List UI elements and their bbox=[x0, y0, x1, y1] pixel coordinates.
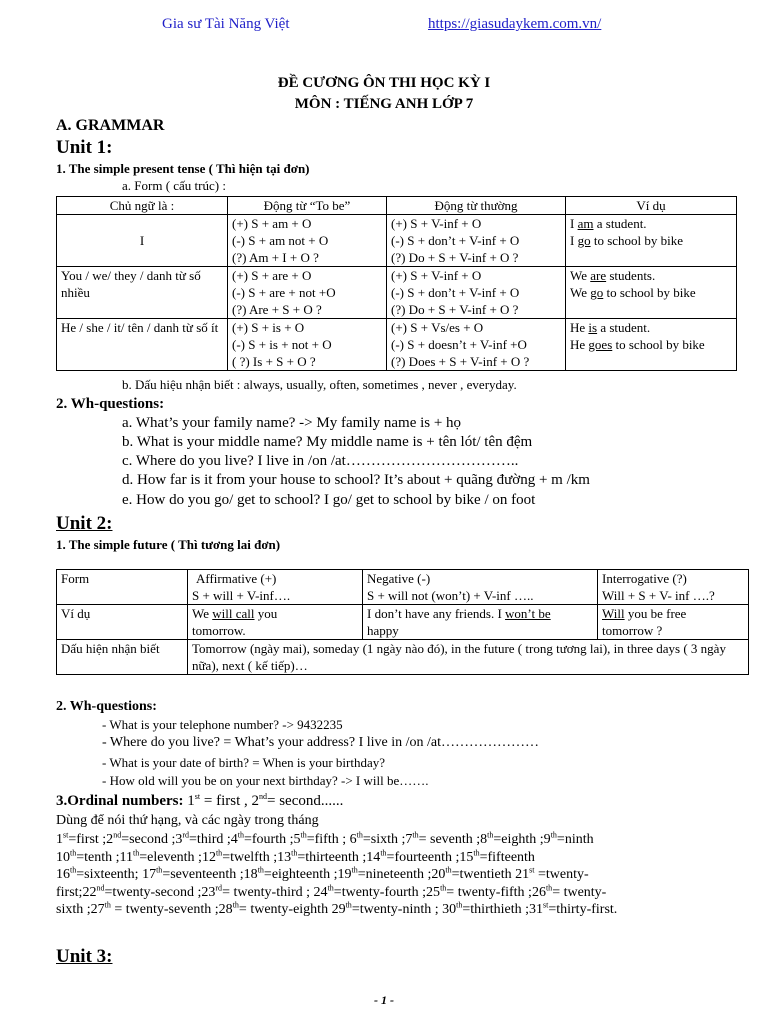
wh-item: d. How far is it from your house to school? It’s about + quãng đường + m /km bbox=[122, 472, 590, 488]
th-subject: Chủ ngữ là : bbox=[57, 197, 228, 215]
cell-example: I am a student. I go to school by bike bbox=[566, 215, 737, 267]
section-grammar: A. GRAMMAR bbox=[56, 117, 165, 134]
cell-subject: You / we/ they / danh từ số nhiều bbox=[57, 267, 228, 319]
table-row bbox=[57, 215, 737, 267]
title-line-1: ĐỀ CƯƠNG ÔN THI HỌC KỲ I bbox=[277, 75, 491, 91]
unit1-signals: b. Dấu hiệu nhận biết : always, usually, often, sometimes , never , everyday. bbox=[122, 377, 517, 392]
cell-example-label: Ví dụ bbox=[57, 605, 188, 640]
unit1-title: Unit 1: bbox=[56, 137, 113, 158]
cell-example-affirm: We will call you tomorrow. bbox=[188, 605, 363, 640]
cell-subject: He / she / it/ tên / danh từ số ít bbox=[57, 319, 228, 371]
future-tense-table bbox=[56, 569, 749, 675]
cell-example: We are students. We go to school by bike bbox=[566, 267, 737, 319]
cell-verb: (+) S + Vs/es + O (-) S + doesn’t + V-inf +O (?) Does + S + V-inf + O ? bbox=[387, 319, 566, 371]
table-row bbox=[57, 319, 737, 371]
unit2-section2: 2. Wh-questions: bbox=[56, 699, 157, 714]
wh-item: - Where do you live? = What’s your address? I live in /on /at………………… bbox=[102, 735, 540, 750]
cell-verb: (+) S + V-inf + O (-) S + don’t + V-inf + O (?) Do + S + V-inf + O ? bbox=[387, 215, 566, 267]
unit1-form: a. Form ( cấu trúc) : bbox=[122, 178, 226, 193]
table-row bbox=[57, 640, 749, 675]
th-tobe: Động từ “To be” bbox=[228, 197, 387, 215]
wh-item: - How old will you be on your next birthday? -> I will be……. bbox=[102, 773, 429, 788]
unit2-title: Unit 2: bbox=[56, 513, 113, 534]
th-example: Ví dụ bbox=[566, 197, 737, 215]
unit1-section1: 1. The simple present tense ( Thì hiện tại đơn) bbox=[56, 161, 310, 176]
ordinal-list: 1st=first ;2nd=second ;3rd=third ;4th=fourth ;5th=fifth ; 6th=sixth ;7th= seventh ;8th=eighth ;9th=ninth 10th=tenth ;11th=eleventh ;12th=twelfth ;13th=thirteenth ;14th=fourteenth ;15th=fifteenth 16th=sixteenth; 17th=seventeenth ;18th=eighteenth ;19th=nineteenth ;20th=twentieth 21st =twenty- first;22nd=twenty-second ;23rd= twenty-third ; 24th=twenty-fourth ;25th= twenty-fifth ;26th= twenty- sixth ;27th = twenty-seventh ;28th= twenty-eighth 29th=twenty-ninth ; 30th=thirthieth ;31st=thirty-first. bbox=[56, 830, 618, 917]
wh-item: c. Where do you live? I live in /on /at…………………………….. bbox=[122, 453, 519, 469]
cell-subject: I bbox=[57, 215, 228, 267]
page-number: - 1 - bbox=[374, 993, 394, 1007]
header-left: Gia sư Tài Năng Việt bbox=[162, 16, 290, 32]
cell-verb: (+) S + V-inf + O (-) S + don’t + V-inf + O (?) Do + S + V-inf + O ? bbox=[387, 267, 566, 319]
unit3-title: Unit 3: bbox=[56, 946, 113, 967]
cell-example-question: Will you be free tomorrow ? bbox=[598, 605, 749, 640]
table-row bbox=[57, 267, 737, 319]
cell-interrogative: Interrogative (?) Will + S + V- inf ….? bbox=[598, 570, 749, 605]
wh-item: - What is your date of birth? = When is your birthday? bbox=[102, 755, 386, 770]
wh-item: - What is your telephone number? -> 9432235 bbox=[102, 717, 343, 732]
cell-negative: Negative (-) S + will not (won’t) + V-inf ….. bbox=[363, 570, 598, 605]
unit1-section2: 2. Wh-questions: bbox=[56, 396, 165, 412]
th-verb: Động từ thường bbox=[387, 197, 566, 215]
present-tense-table bbox=[56, 196, 737, 371]
ordinal-heading: 3.Ordinal numbers: 1st = first , 2nd= second...... bbox=[56, 792, 344, 809]
cell-example-negative: I don’t have any friends. I won’t be happy bbox=[363, 605, 598, 640]
table-row bbox=[57, 570, 749, 605]
table-row bbox=[57, 605, 749, 640]
cell-form: Form bbox=[57, 570, 188, 605]
cell-signal-text: Tomorrow (ngày mai), someday (1 ngày nào đó), in the future ( trong tương lai), in three days ( 3 ngày nữa), next ( kế tiếp)… bbox=[188, 640, 749, 675]
wh-item: e. How do you go/ get to school? I go/ get to school by bike / on foot bbox=[122, 492, 536, 508]
ordinal-usage: Dùng để nói thứ hạng, và các ngày trong tháng bbox=[56, 813, 319, 828]
title-line-2: MÔN : TIẾNG ANH LỚP 7 bbox=[294, 96, 474, 112]
wh-item: b. What is your middle name? My middle name is + tên lót/ tên đệm bbox=[122, 434, 533, 450]
wh-item: a. What’s your family name? -> My family name is + họ bbox=[122, 415, 462, 431]
cell-example: He is a student. He goes to school by bike bbox=[566, 319, 737, 371]
header-link[interactable]: https://giasudaykem.com.vn/ bbox=[428, 16, 602, 32]
cell-tobe: (+) S + am + O (-) S + am not + O (?) Am + I + O ? bbox=[228, 215, 387, 267]
cell-affirmative: Affirmative (+) S + will + V-inf…. bbox=[188, 570, 363, 605]
unit2-section1: 1. The simple future ( Thì tương lai đơn) bbox=[56, 537, 281, 552]
cell-tobe: (+) S + is + O (-) S + is + not + O ( ?) Is + S + O ? bbox=[228, 319, 387, 371]
cell-signal-label: Dấu hiện nhận biết bbox=[57, 640, 188, 675]
cell-tobe: (+) S + are + O (-) S + are + not +O (?) Are + S + O ? bbox=[228, 267, 387, 319]
